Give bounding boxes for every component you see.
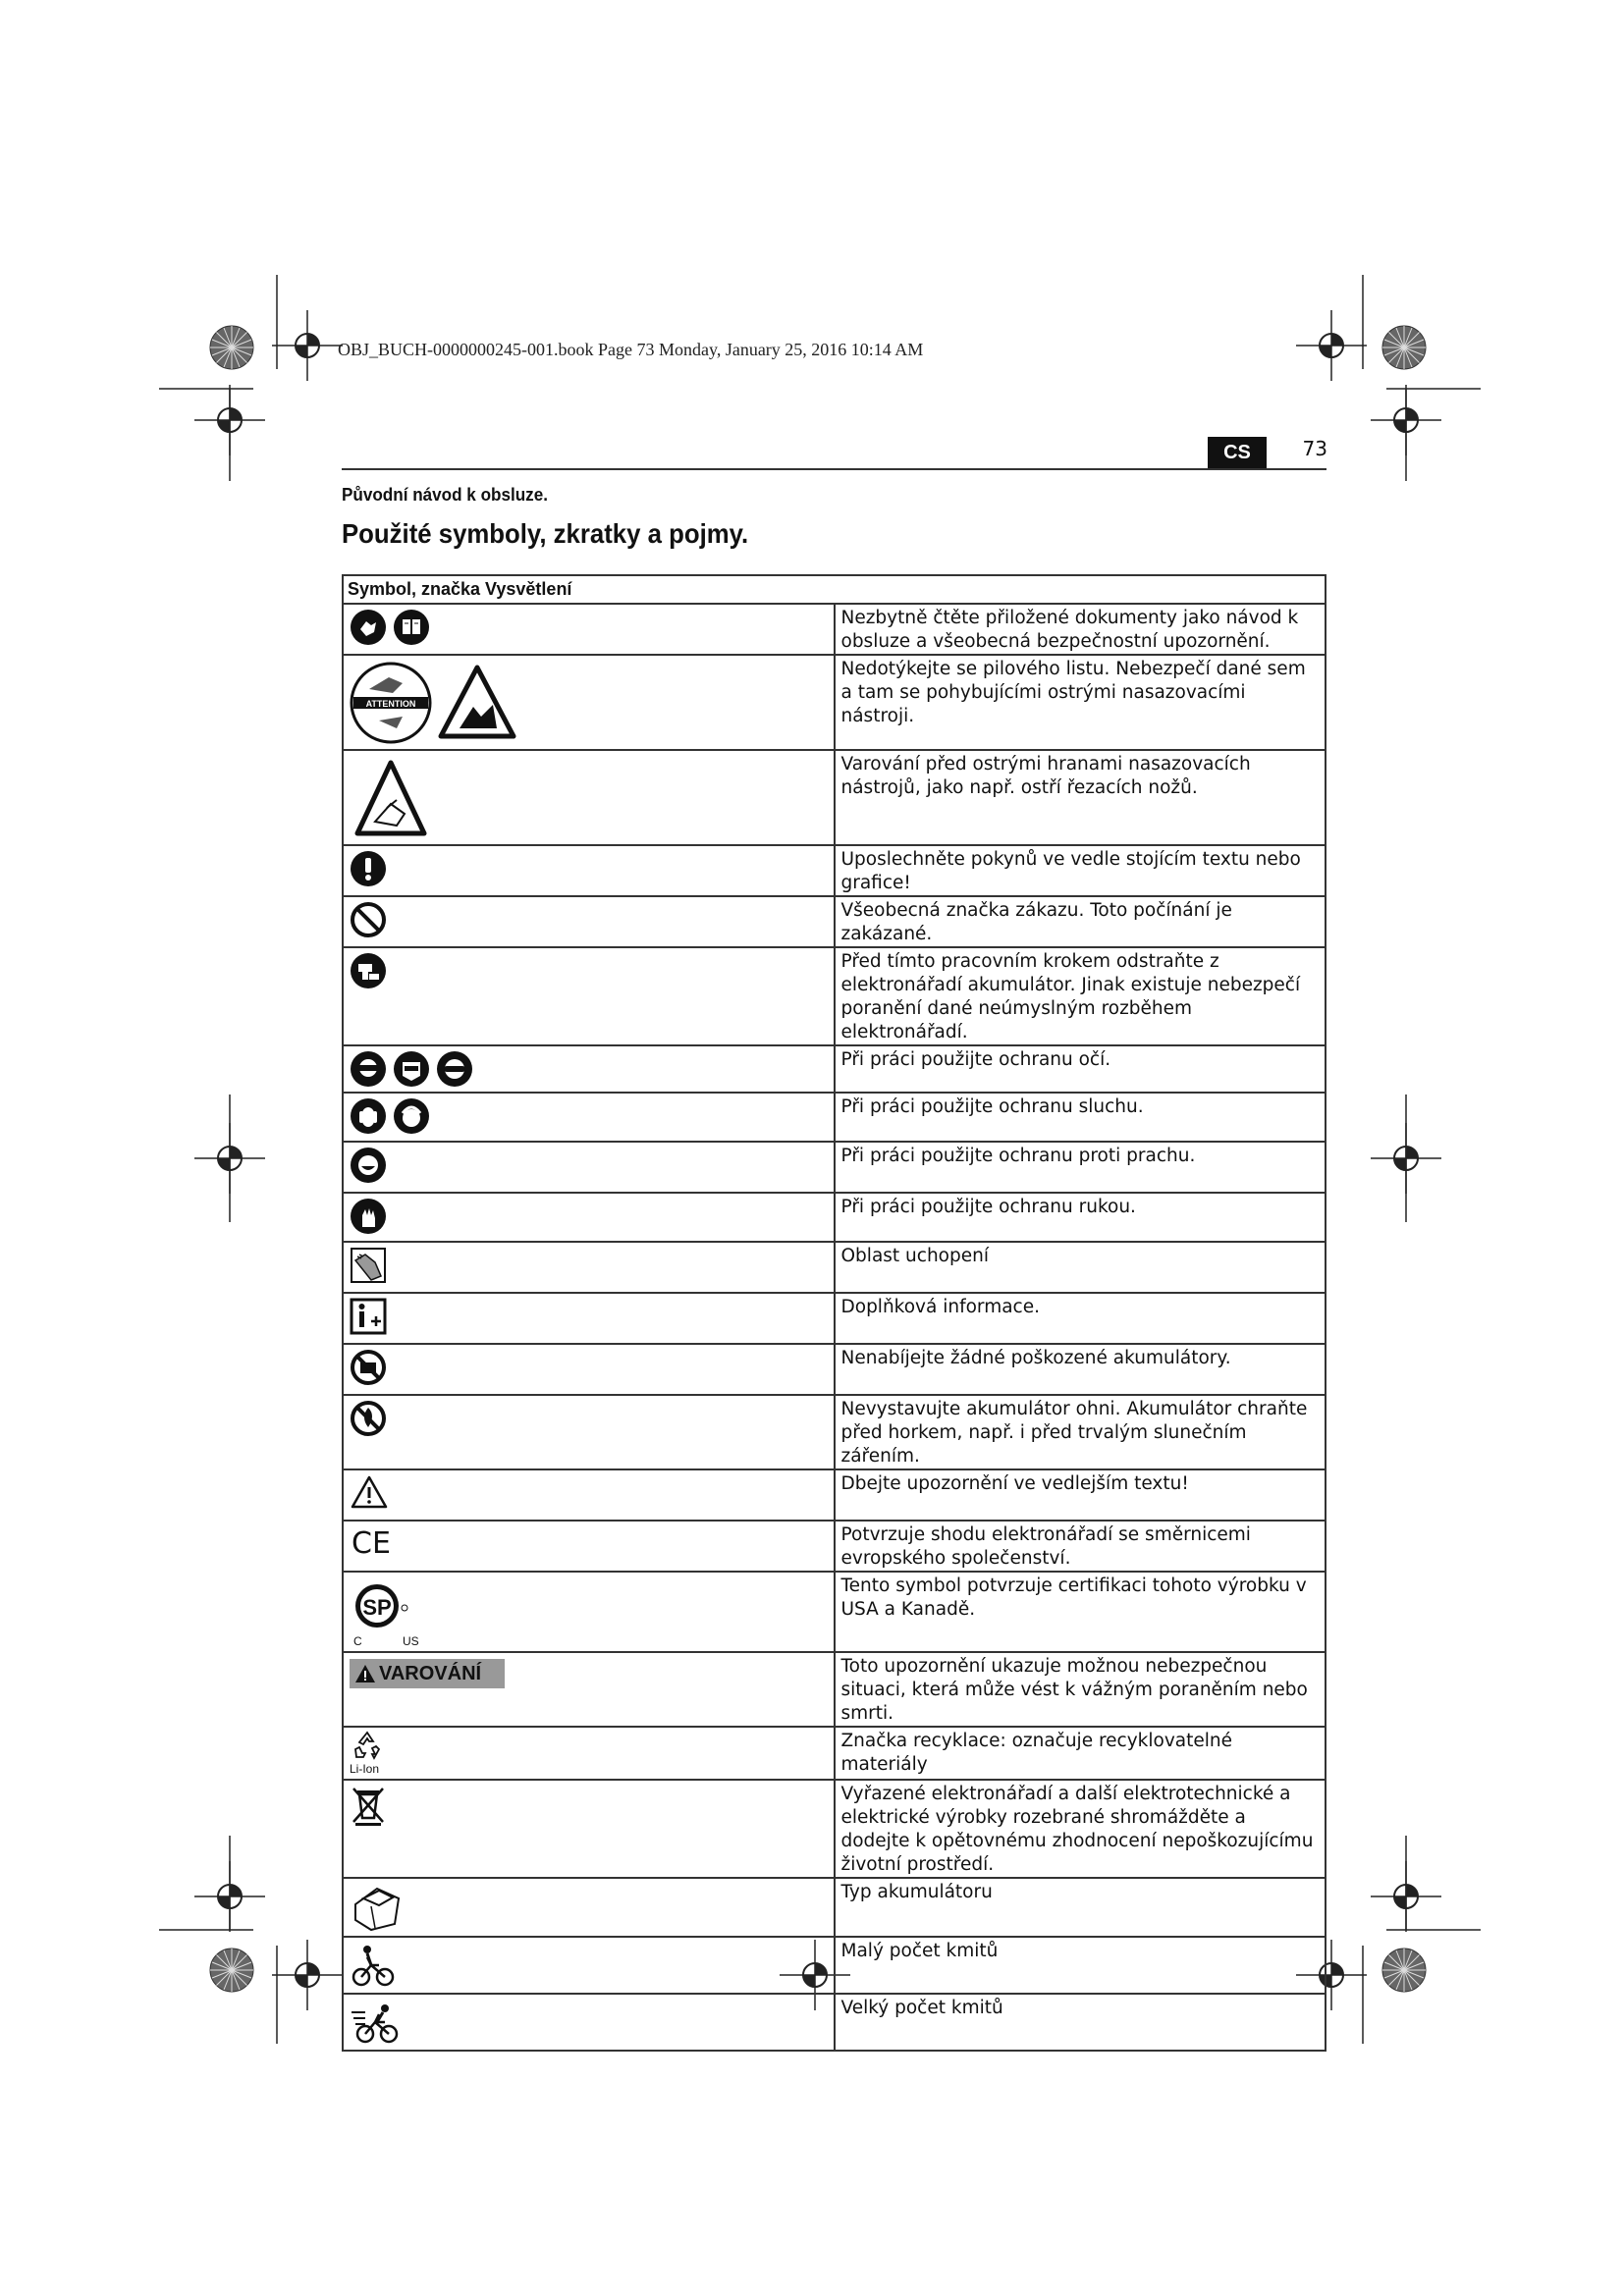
table-row (343, 1994, 1326, 2051)
table-row (343, 1093, 1326, 1142)
table-row (343, 1572, 1326, 1652)
table-row (343, 1045, 1326, 1093)
read-manual-icon (393, 609, 430, 646)
safety-instructions-icon (350, 609, 387, 646)
grip-area-icon (350, 1247, 387, 1284)
warning-triangle-icon (350, 1474, 389, 1510)
ear-protection-icon (350, 1097, 387, 1135)
mandatory-exclamation-icon (350, 850, 387, 887)
csa-c: C (353, 1634, 362, 1647)
row-text: Nevystavujte akumulátor ohni. Akumulátor chraňte před horkem, např. i před trvalým slunečním zářením. (835, 1395, 1326, 1469)
row-text: Dbejte upozornění ve vedlejším textu! (835, 1469, 1326, 1521)
row-text: Toto upozornění ukazuje možnou nebezpečnou situaci, která může vést k vážným poraněním nebo smrti. (835, 1652, 1326, 1727)
weee-bin-icon (350, 1785, 387, 1826)
warning-label-icon (350, 1659, 505, 1688)
table-row (343, 1469, 1326, 1521)
low-oscillation-icon (350, 1942, 397, 1989)
row-text: Malý počet kmitů (835, 1937, 1326, 1994)
ear-muffs-icon (393, 1097, 430, 1135)
language-badge: CS (1208, 437, 1267, 469)
prohibition-icon (350, 901, 387, 938)
table-row (343, 947, 1326, 1045)
ce-letters: CE (352, 1526, 391, 1559)
sharp-tool-warning-icon (438, 664, 516, 742)
row-text: Vyřazené elektronářadí a další elektrotechnické a elektrické výrobky rozebrané shromážděte a dodejte k opětovnému zhodnocení nepoškozujícímu životní prostředí. (835, 1780, 1326, 1878)
row-text: Tento symbol potvrzuje certifikaci tohoto výrobku v USA a Kanadě. (835, 1572, 1326, 1652)
row-text: Velký počet kmitů (835, 1994, 1326, 2051)
page-title: Použité symboly, zkratky a pojmy. (342, 518, 749, 549)
table-row (343, 1242, 1326, 1293)
battery-pack-icon (350, 1883, 403, 1932)
eye-protection-icon (350, 1050, 387, 1088)
csa-letters: SP (362, 1595, 392, 1620)
li-ion-label: Li-Ion (350, 1762, 380, 1776)
face-shield-icon (393, 1050, 430, 1088)
sharp-edges-warning-icon (353, 759, 428, 837)
table-row (343, 750, 1326, 845)
attention-word: ATTENTION (365, 699, 416, 709)
table-row (343, 896, 1326, 947)
ce-mark-icon (350, 1525, 393, 1559)
row-text: Před tímto pracovním krokem odstraňte z elektronářadí akumulátor. Jinak existuje nebezpečí poranění dané neúmyslným rozběhem elektronářadí. (835, 947, 1326, 1045)
table-header: Symbol, značka Vysvětlení (348, 579, 572, 599)
table-header-row (343, 575, 1326, 604)
row-text: Značka recyklace: označuje recyklovatelné materiály (835, 1727, 1326, 1780)
warning-label-text: VAROVÁNÍ (379, 1662, 482, 1684)
row-text: Typ akumulátoru (835, 1878, 1326, 1937)
table-row (343, 1878, 1326, 1937)
table-row (343, 655, 1326, 750)
header-rule (342, 468, 1326, 470)
page-number: 73 (1302, 437, 1327, 460)
row-text: Při práci použijte ochranu rukou. (835, 1193, 1326, 1242)
table-row (343, 1521, 1326, 1572)
table-row (343, 1344, 1326, 1395)
doc-subtitle: Původní návod k obsluze. (342, 485, 548, 505)
remove-battery-icon (350, 952, 387, 989)
row-text: Doplňková informace. (835, 1293, 1326, 1344)
no-charge-damaged-battery-icon (350, 1349, 387, 1386)
table-row (343, 845, 1326, 896)
table-row (343, 1780, 1326, 1878)
csa-us: US (403, 1634, 419, 1647)
row-text: Všeobecná značka zákazu. Toto počínání je zakázané. (835, 896, 1326, 947)
goggles-icon (436, 1050, 473, 1088)
csa-mark-icon (350, 1578, 428, 1647)
table-row (343, 1193, 1326, 1242)
high-oscillation-icon (350, 1999, 405, 2046)
table-row (343, 1727, 1326, 1780)
recycling-icon (350, 1730, 385, 1763)
info-plus-icon (350, 1298, 387, 1335)
warning-small-triangle-icon (353, 1663, 377, 1684)
table-row (343, 604, 1326, 655)
symbols-table (342, 574, 1326, 2052)
no-fire-battery-icon (350, 1400, 387, 1437)
gloves-icon (350, 1198, 387, 1235)
row-text: Varování před ostrými hranami nasazovacích nástrojů, jako např. ostří řezacích nožů. (835, 750, 1326, 845)
row-text: Nenabíjejte žádné poškozené akumulátory. (835, 1344, 1326, 1395)
attention-blade-icon (350, 662, 432, 744)
row-text: Oblast uchopení (835, 1242, 1326, 1293)
table-row (343, 1937, 1326, 1994)
table-row (343, 1395, 1326, 1469)
table-row (343, 1652, 1326, 1727)
row-text: Nedotýkejte se pilového listu. Nebezpečí dané sem a tam se pohybujícími ostrými nasazovacími nástroji. (835, 655, 1326, 750)
table-row (343, 1293, 1326, 1344)
row-text: Při práci použijte ochranu sluchu. (835, 1093, 1326, 1142)
row-text: Potvrzuje shodu elektronářadí se směrnicemi evropského společenství. (835, 1521, 1326, 1572)
table-row (343, 1142, 1326, 1193)
row-text: Při práci použijte ochranu očí. (835, 1045, 1326, 1093)
row-text: Při práci použijte ochranu proti prachu. (835, 1142, 1326, 1193)
print-slug: OBJ_BUCH-0000000245-001.book Page 73 Monday, January 25, 2016 10:14 AM (338, 340, 924, 359)
dust-mask-icon (350, 1147, 387, 1184)
row-text: Uposlechněte pokynů ve vedle stojícím textu nebo grafice! (835, 845, 1326, 896)
row-text: Nezbytně čtěte přiložené dokumenty jako návod k obsluze a všeobecná bezpečnostní upozornění. (835, 604, 1326, 655)
